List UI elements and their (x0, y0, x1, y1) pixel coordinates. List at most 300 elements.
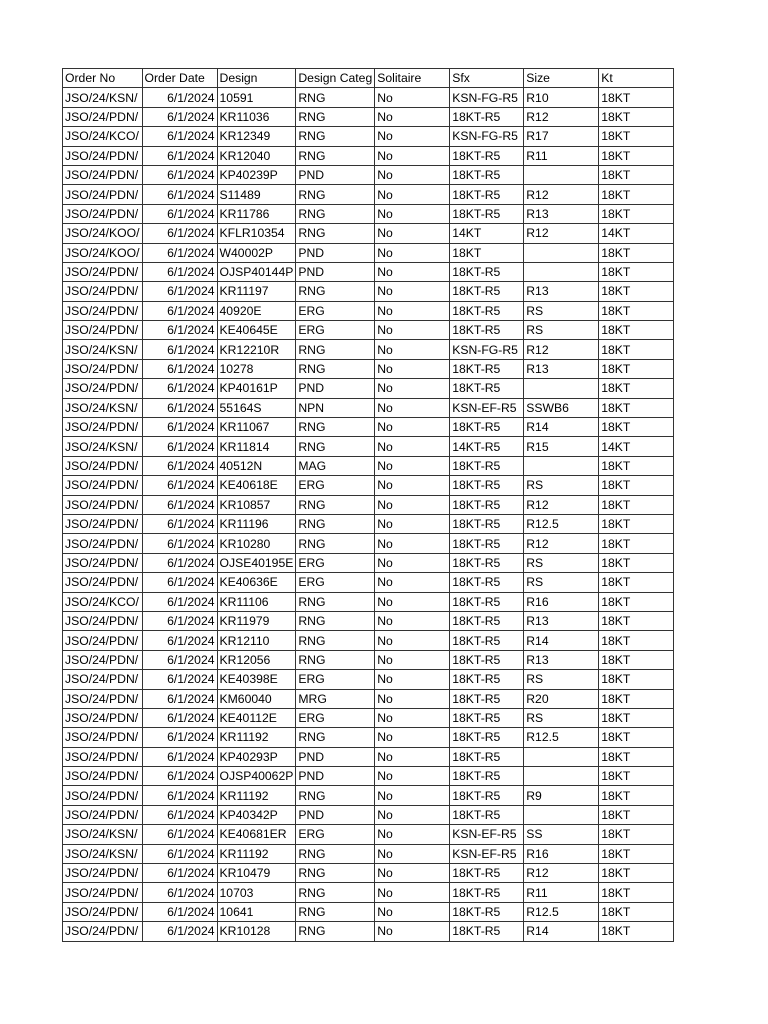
cell-order-no: JSO/24/PDN/ (63, 282, 143, 301)
cell-design-category: PND (296, 747, 375, 766)
cell-order-no: JSO/24/PDN/ (63, 301, 143, 320)
cell-solitaire: No (375, 592, 450, 611)
cell-design-category: MAG (296, 456, 375, 475)
cell-design-category: RNG (296, 495, 375, 514)
cell-sfx: KSN-EF-R5 (450, 398, 524, 417)
cell-order-no: JSO/24/PDN/ (63, 902, 143, 921)
cell-order-no: JSO/24/KSN/ (63, 88, 143, 107)
cell-order-no: JSO/24/PDN/ (63, 611, 143, 630)
cell-order-date: 6/1/2024 (142, 476, 217, 495)
cell-order-date: 6/1/2024 (142, 883, 217, 902)
cell-size: R12 (524, 107, 599, 126)
cell-size: R17 (524, 127, 599, 146)
cell-solitaire: No (375, 437, 450, 456)
cell-order-date: 6/1/2024 (142, 611, 217, 630)
cell-order-no: JSO/24/KOO/ (63, 224, 143, 243)
cell-order-date: 6/1/2024 (142, 805, 217, 824)
cell-design: KM60040 (217, 689, 296, 708)
cell-kt: 18KT (599, 786, 674, 805)
table-row (63, 146, 674, 165)
cell-sfx: 18KT-R5 (450, 204, 524, 223)
cell-kt: 18KT (599, 708, 674, 727)
table-row (63, 224, 674, 243)
cell-design: W40002P (217, 243, 296, 262)
cell-sfx: 18KT-R5 (450, 631, 524, 650)
cell-sfx: 18KT-R5 (450, 728, 524, 747)
cell-size: R13 (524, 359, 599, 378)
cell-order-no: JSO/24/PDN/ (63, 573, 143, 592)
cell-sfx: KSN-FG-R5 (450, 340, 524, 359)
cell-kt: 18KT (599, 670, 674, 689)
cell-size: R14 (524, 922, 599, 941)
cell-order-date: 6/1/2024 (142, 631, 217, 650)
cell-design: KR10128 (217, 922, 296, 941)
cell-design: OJSP40062P (217, 767, 296, 786)
cell-design: KR11192 (217, 786, 296, 805)
cell-design-category: RNG (296, 437, 375, 456)
cell-sfx: KSN-FG-R5 (450, 88, 524, 107)
cell-sfx: 18KT-R5 (450, 282, 524, 301)
cell-order-no: JSO/24/PDN/ (63, 146, 143, 165)
cell-kt: 18KT (599, 689, 674, 708)
cell-order-date: 6/1/2024 (142, 456, 217, 475)
cell-sfx: 18KT-R5 (450, 670, 524, 689)
cell-order-date: 6/1/2024 (142, 689, 217, 708)
cell-kt: 18KT (599, 282, 674, 301)
cell-solitaire: No (375, 418, 450, 437)
cell-kt: 18KT (599, 204, 674, 223)
cell-order-no: JSO/24/PDN/ (63, 805, 143, 824)
table-row (63, 631, 674, 650)
cell-kt: 18KT (599, 321, 674, 340)
cell-sfx: 18KT-R5 (450, 165, 524, 184)
cell-size: R12 (524, 185, 599, 204)
cell-design-category: NPN (296, 398, 375, 417)
cell-design-category: ERG (296, 825, 375, 844)
cell-solitaire: No (375, 534, 450, 553)
header-row (63, 69, 674, 88)
cell-design: KP40293P (217, 747, 296, 766)
cell-order-date: 6/1/2024 (142, 321, 217, 340)
cell-order-no: JSO/24/PDN/ (63, 553, 143, 572)
cell-design-category: RNG (296, 224, 375, 243)
cell-order-no: JSO/24/KSN/ (63, 825, 143, 844)
cell-order-date: 6/1/2024 (142, 204, 217, 223)
cell-solitaire: No (375, 708, 450, 727)
cell-solitaire: No (375, 321, 450, 340)
cell-size: R13 (524, 650, 599, 669)
cell-solitaire: No (375, 553, 450, 572)
cell-design-category: RNG (296, 922, 375, 941)
cell-design: KR11786 (217, 204, 296, 223)
cell-order-date: 6/1/2024 (142, 670, 217, 689)
cell-order-no: JSO/24/PDN/ (63, 767, 143, 786)
cell-size: RS (524, 476, 599, 495)
cell-order-no: JSO/24/PDN/ (63, 534, 143, 553)
cell-sfx: 18KT-R5 (450, 456, 524, 475)
cell-design: KR11197 (217, 282, 296, 301)
cell-design: KR12056 (217, 650, 296, 669)
cell-design: KR11067 (217, 418, 296, 437)
header-sfx: Sfx (450, 69, 524, 88)
cell-kt: 18KT (599, 631, 674, 650)
table-row (63, 379, 674, 398)
table-row (63, 883, 674, 902)
cell-order-no: JSO/24/PDN/ (63, 379, 143, 398)
cell-kt: 18KT (599, 398, 674, 417)
cell-kt: 18KT (599, 262, 674, 281)
cell-size: R12 (524, 340, 599, 359)
cell-order-date: 6/1/2024 (142, 146, 217, 165)
cell-sfx: 18KT-R5 (450, 359, 524, 378)
cell-solitaire: No (375, 728, 450, 747)
cell-size: R13 (524, 611, 599, 630)
header-design-category: Design Categ (296, 69, 375, 88)
cell-order-no: JSO/24/PDN/ (63, 495, 143, 514)
cell-size (524, 767, 599, 786)
cell-sfx: 18KT-R5 (450, 592, 524, 611)
cell-design: KR11192 (217, 728, 296, 747)
cell-design-category: ERG (296, 553, 375, 572)
cell-order-no: JSO/24/PDN/ (63, 107, 143, 126)
cell-sfx: 18KT-R5 (450, 922, 524, 941)
cell-order-no: JSO/24/KSN/ (63, 398, 143, 417)
cell-order-date: 6/1/2024 (142, 107, 217, 126)
cell-solitaire: No (375, 301, 450, 320)
cell-solitaire: No (375, 127, 450, 146)
table-row (63, 844, 674, 863)
table-row (63, 185, 674, 204)
cell-order-date: 6/1/2024 (142, 573, 217, 592)
cell-size: RS (524, 573, 599, 592)
cell-design-category: RNG (296, 514, 375, 533)
cell-sfx: 18KT-R5 (450, 553, 524, 572)
table-row (63, 747, 674, 766)
cell-design: KR10280 (217, 534, 296, 553)
cell-sfx: 18KT-R5 (450, 107, 524, 126)
cell-kt: 18KT (599, 185, 674, 204)
table-row (63, 922, 674, 941)
cell-design: 40512N (217, 456, 296, 475)
cell-kt: 18KT (599, 650, 674, 669)
cell-sfx: 18KT-R5 (450, 708, 524, 727)
table-row (63, 437, 674, 456)
cell-design: KFLR10354 (217, 224, 296, 243)
cell-size (524, 456, 599, 475)
cell-design: KR11036 (217, 107, 296, 126)
cell-kt: 18KT (599, 573, 674, 592)
cell-size: R12 (524, 864, 599, 883)
cell-design: 10703 (217, 883, 296, 902)
table-row (63, 359, 674, 378)
cell-order-date: 6/1/2024 (142, 708, 217, 727)
table-row (63, 573, 674, 592)
cell-design-category: RNG (296, 864, 375, 883)
table-row (63, 204, 674, 223)
cell-design: KR11192 (217, 844, 296, 863)
table-row (63, 127, 674, 146)
cell-size: R12.5 (524, 514, 599, 533)
cell-design-category: RNG (296, 185, 375, 204)
cell-order-date: 6/1/2024 (142, 165, 217, 184)
table-row (63, 282, 674, 301)
cell-size: R12.5 (524, 728, 599, 747)
cell-order-date: 6/1/2024 (142, 262, 217, 281)
cell-solitaire: No (375, 825, 450, 844)
cell-design: KE40636E (217, 573, 296, 592)
cell-design-category: PND (296, 379, 375, 398)
cell-design: KR12210R (217, 340, 296, 359)
cell-sfx: 18KT-R5 (450, 301, 524, 320)
cell-kt: 18KT (599, 340, 674, 359)
cell-design-category: RNG (296, 650, 375, 669)
cell-order-date: 6/1/2024 (142, 650, 217, 669)
cell-size (524, 243, 599, 262)
cell-solitaire: No (375, 476, 450, 495)
cell-solitaire: No (375, 631, 450, 650)
cell-solitaire: No (375, 922, 450, 941)
cell-size: R12.5 (524, 902, 599, 921)
cell-size: RS (524, 301, 599, 320)
cell-sfx: 18KT-R5 (450, 573, 524, 592)
table-row (63, 767, 674, 786)
cell-design: KR11814 (217, 437, 296, 456)
cell-design: 55164S (217, 398, 296, 417)
cell-sfx: KSN-EF-R5 (450, 844, 524, 863)
cell-sfx: 18KT-R5 (450, 476, 524, 495)
cell-kt: 18KT (599, 165, 674, 184)
cell-design-category: RNG (296, 728, 375, 747)
cell-design: KE40618E (217, 476, 296, 495)
cell-solitaire: No (375, 146, 450, 165)
cell-order-date: 6/1/2024 (142, 747, 217, 766)
cell-order-date: 6/1/2024 (142, 243, 217, 262)
table-row (63, 728, 674, 747)
cell-solitaire: No (375, 379, 450, 398)
cell-kt: 18KT (599, 747, 674, 766)
cell-design-category: RNG (296, 204, 375, 223)
table-row (63, 340, 674, 359)
cell-solitaire: No (375, 262, 450, 281)
cell-sfx: 18KT-R5 (450, 902, 524, 921)
table-row (63, 670, 674, 689)
cell-order-date: 6/1/2024 (142, 786, 217, 805)
cell-order-no: JSO/24/PDN/ (63, 728, 143, 747)
cell-solitaire: No (375, 864, 450, 883)
cell-order-date: 6/1/2024 (142, 902, 217, 921)
cell-order-no: JSO/24/PDN/ (63, 185, 143, 204)
cell-sfx: 18KT-R5 (450, 786, 524, 805)
cell-kt: 18KT (599, 844, 674, 863)
cell-solitaire: No (375, 670, 450, 689)
cell-size: RS (524, 708, 599, 727)
cell-order-no: JSO/24/PDN/ (63, 262, 143, 281)
cell-solitaire: No (375, 224, 450, 243)
cell-design: KE40645E (217, 321, 296, 340)
cell-design-category: ERG (296, 573, 375, 592)
table-row (63, 553, 674, 572)
cell-order-date: 6/1/2024 (142, 418, 217, 437)
cell-design: KR12110 (217, 631, 296, 650)
cell-sfx: 18KT-R5 (450, 747, 524, 766)
cell-order-no: JSO/24/PDN/ (63, 786, 143, 805)
cell-order-date: 6/1/2024 (142, 340, 217, 359)
orders-table (62, 68, 674, 942)
cell-design-category: RNG (296, 88, 375, 107)
cell-sfx: 18KT-R5 (450, 185, 524, 204)
cell-solitaire: No (375, 883, 450, 902)
cell-size: RS (524, 321, 599, 340)
cell-size: R10 (524, 88, 599, 107)
cell-kt: 18KT (599, 243, 674, 262)
table-row (63, 708, 674, 727)
cell-sfx: 18KT-R5 (450, 883, 524, 902)
cell-order-no: JSO/24/KSN/ (63, 340, 143, 359)
cell-design: KR11106 (217, 592, 296, 611)
cell-design-category: RNG (296, 592, 375, 611)
cell-order-no: JSO/24/PDN/ (63, 708, 143, 727)
cell-solitaire: No (375, 340, 450, 359)
cell-solitaire: No (375, 282, 450, 301)
cell-design-category: ERG (296, 321, 375, 340)
cell-order-date: 6/1/2024 (142, 825, 217, 844)
cell-kt: 18KT (599, 883, 674, 902)
cell-size: R12 (524, 534, 599, 553)
table-row (63, 650, 674, 669)
cell-sfx: 18KT (450, 243, 524, 262)
cell-size: SSWB6 (524, 398, 599, 417)
cell-kt: 18KT (599, 553, 674, 572)
cell-sfx: 18KT-R5 (450, 146, 524, 165)
cell-design-category: RNG (296, 534, 375, 553)
table-row (63, 301, 674, 320)
table-row (63, 786, 674, 805)
cell-solitaire: No (375, 786, 450, 805)
table-row (63, 398, 674, 417)
table-row (63, 825, 674, 844)
cell-size (524, 805, 599, 824)
cell-sfx: 18KT-R5 (450, 262, 524, 281)
cell-size (524, 262, 599, 281)
cell-order-date: 6/1/2024 (142, 553, 217, 572)
cell-design-category: RNG (296, 844, 375, 863)
cell-design-category: RNG (296, 631, 375, 650)
table-row (63, 476, 674, 495)
cell-order-date: 6/1/2024 (142, 379, 217, 398)
header-order-date: Order Date (142, 69, 217, 88)
cell-sfx: 18KT-R5 (450, 418, 524, 437)
cell-size: R13 (524, 282, 599, 301)
cell-sfx: 18KT-R5 (450, 495, 524, 514)
cell-size: R20 (524, 689, 599, 708)
cell-kt: 18KT (599, 379, 674, 398)
cell-design: KE40112E (217, 708, 296, 727)
table-row (63, 902, 674, 921)
cell-sfx: 18KT-R5 (450, 689, 524, 708)
cell-size: R14 (524, 418, 599, 437)
cell-design-category: PND (296, 165, 375, 184)
cell-kt: 18KT (599, 418, 674, 437)
cell-kt: 18KT (599, 456, 674, 475)
cell-design-category: PND (296, 767, 375, 786)
cell-design-category: RNG (296, 359, 375, 378)
cell-design-category: ERG (296, 708, 375, 727)
cell-design: 10278 (217, 359, 296, 378)
cell-kt: 18KT (599, 728, 674, 747)
cell-order-no: JSO/24/KOO/ (63, 243, 143, 262)
table-row (63, 864, 674, 883)
cell-size: R12 (524, 495, 599, 514)
cell-solitaire: No (375, 243, 450, 262)
cell-solitaire: No (375, 185, 450, 204)
cell-design: KP40342P (217, 805, 296, 824)
cell-design: KP40239P (217, 165, 296, 184)
cell-design-category: PND (296, 805, 375, 824)
cell-design-category: RNG (296, 786, 375, 805)
cell-order-date: 6/1/2024 (142, 728, 217, 747)
table-row (63, 456, 674, 475)
cell-solitaire: No (375, 767, 450, 786)
table-row (63, 243, 674, 262)
cell-kt: 18KT (599, 534, 674, 553)
cell-kt: 18KT (599, 107, 674, 126)
cell-order-no: JSO/24/PDN/ (63, 670, 143, 689)
cell-size: R16 (524, 844, 599, 863)
cell-kt: 18KT (599, 88, 674, 107)
cell-kt: 18KT (599, 922, 674, 941)
cell-solitaire: No (375, 902, 450, 921)
cell-kt: 14KT (599, 437, 674, 456)
cell-design-category: RNG (296, 418, 375, 437)
table-row (63, 592, 674, 611)
cell-solitaire: No (375, 204, 450, 223)
cell-solitaire: No (375, 844, 450, 863)
cell-kt: 18KT (599, 825, 674, 844)
cell-size: R9 (524, 786, 599, 805)
cell-size: R13 (524, 204, 599, 223)
cell-order-no: JSO/24/PDN/ (63, 689, 143, 708)
cell-design: OJSP40144P (217, 262, 296, 281)
cell-order-no: JSO/24/PDN/ (63, 456, 143, 475)
cell-sfx: 18KT-R5 (450, 611, 524, 630)
cell-solitaire: No (375, 747, 450, 766)
cell-size: R11 (524, 883, 599, 902)
cell-sfx: 18KT-R5 (450, 650, 524, 669)
cell-sfx: 14KT-R5 (450, 437, 524, 456)
cell-order-no: JSO/24/PDN/ (63, 650, 143, 669)
cell-order-no: JSO/24/PDN/ (63, 204, 143, 223)
cell-design: 10641 (217, 902, 296, 921)
cell-order-date: 6/1/2024 (142, 301, 217, 320)
cell-solitaire: No (375, 107, 450, 126)
cell-kt: 18KT (599, 359, 674, 378)
cell-design: KR12349 (217, 127, 296, 146)
cell-design-category: ERG (296, 476, 375, 495)
table-row (63, 514, 674, 533)
cell-order-no: JSO/24/PDN/ (63, 922, 143, 941)
cell-kt: 18KT (599, 902, 674, 921)
cell-solitaire: No (375, 88, 450, 107)
cell-order-no: JSO/24/PDN/ (63, 747, 143, 766)
cell-size: SS (524, 825, 599, 844)
table-row (63, 88, 674, 107)
cell-order-no: JSO/24/KCO/ (63, 127, 143, 146)
cell-order-no: JSO/24/PDN/ (63, 359, 143, 378)
cell-kt: 18KT (599, 864, 674, 883)
cell-order-date: 6/1/2024 (142, 844, 217, 863)
cell-order-no: JSO/24/PDN/ (63, 864, 143, 883)
cell-kt: 18KT (599, 767, 674, 786)
